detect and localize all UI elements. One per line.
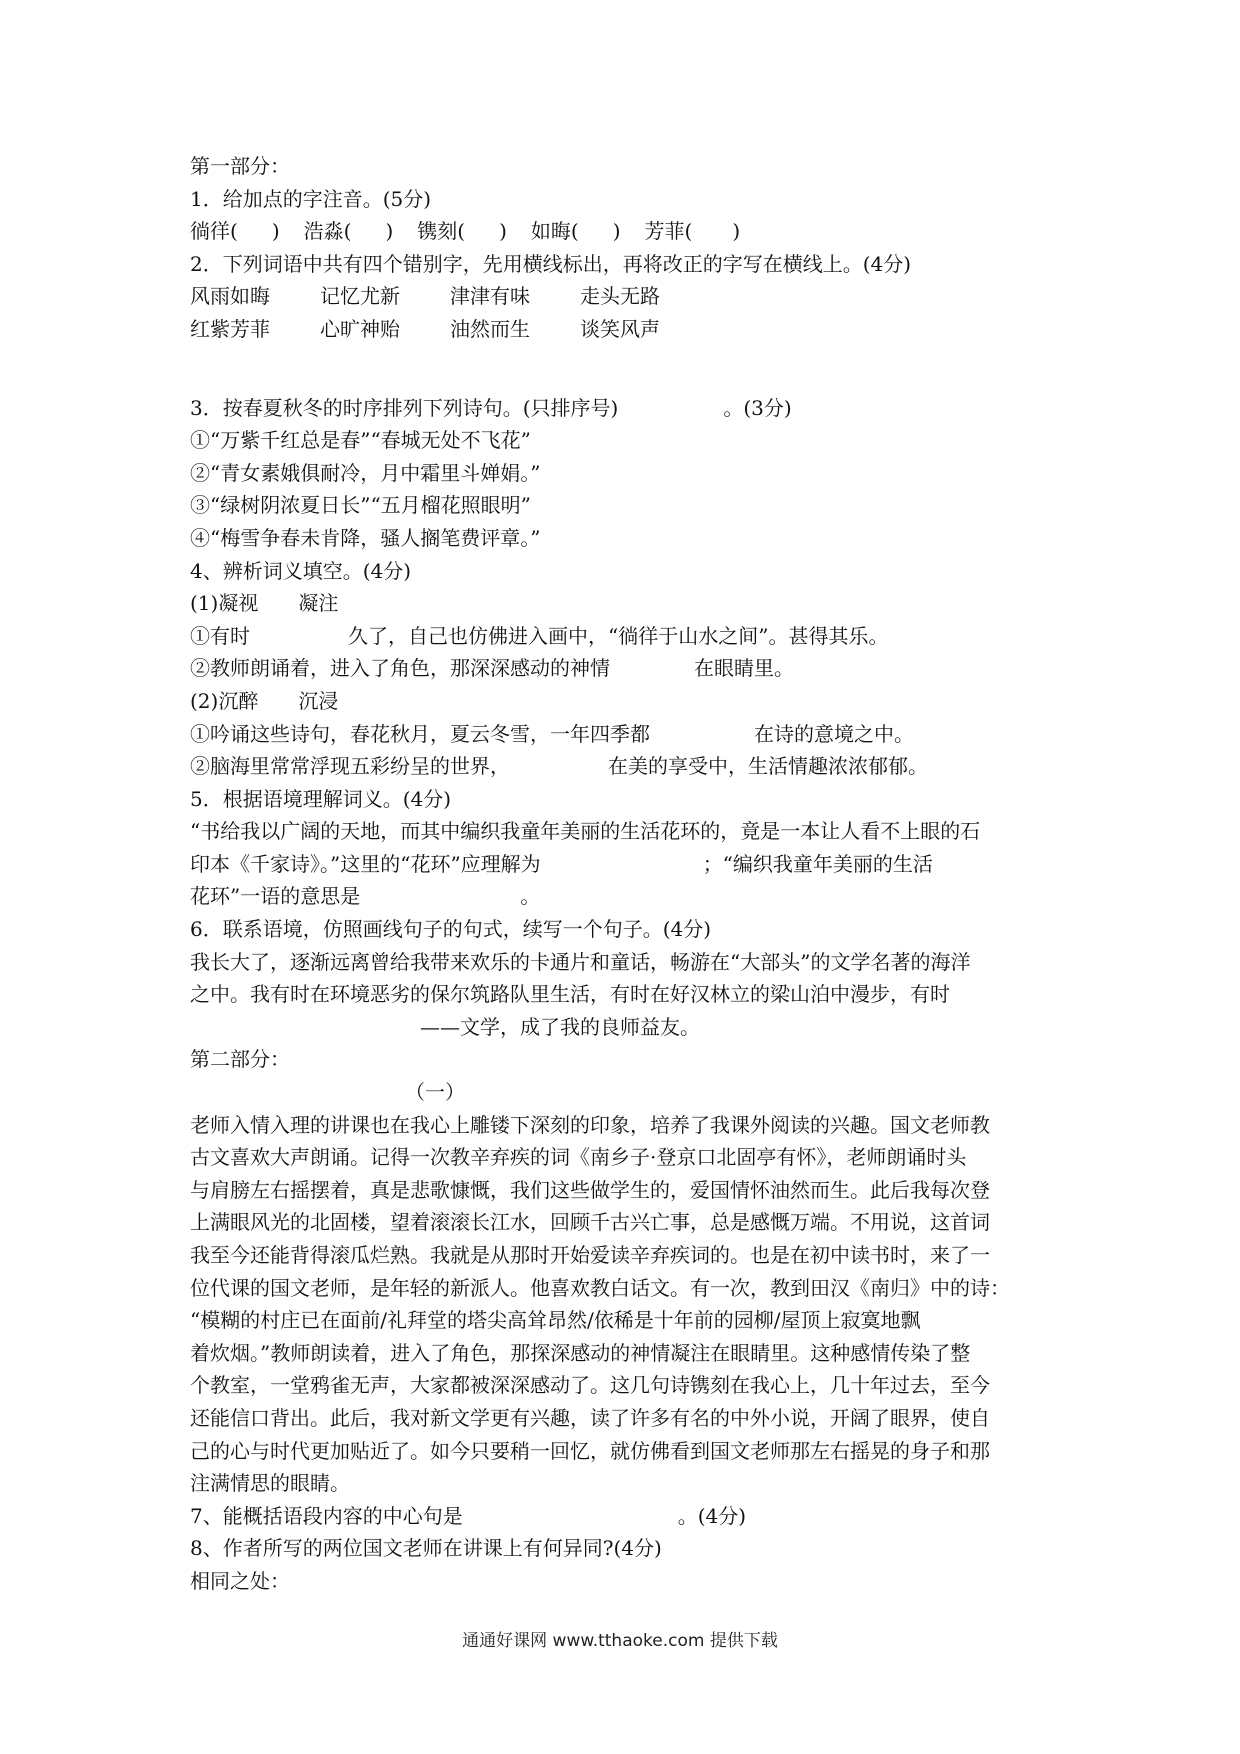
q2-word: 油然而生	[450, 316, 530, 341]
q2-word: 心旷神贻	[320, 316, 400, 341]
q3-item-4: ④“梅雪争春未肯降，骚人搁笔费评章。”	[190, 525, 541, 550]
passage-line: 己的心与时代更加贴近了。如今只要稍一回忆，就仿佛看到国文老师那左右摇晃的身子和那	[190, 1438, 990, 1463]
q6-title: 6．联系语境，仿照画线句子的句式，续写一个句子。(4分)	[190, 917, 712, 942]
q4-g1-sentence-1: ①有时 久了，自己也仿佛进入画中，“徜徉于山水之间”。甚得其乐。	[190, 623, 889, 648]
passage-line: 我至今还能背得滚瓜烂熟。我就是从那时开始爱读辛弃疾词的。也是在初中读书时，来了一	[190, 1243, 990, 1267]
q2-word: 记忆尤新	[320, 284, 400, 309]
q4-g2-sentence-2: ②脑海里常常浮现五彩纷呈的世界， 在美的享受中，生活情趣浓浓郁郁。	[190, 754, 928, 779]
q2-words-row-1	[190, 280, 1060, 313]
passage-line: 上满眼风光的北固楼，望着滚滚长江水，回顾千古兴亡事，总是感慨万端。不用说，这首词	[190, 1210, 990, 1235]
q2-word: 津津有味	[450, 284, 530, 309]
q6-line-2: 之中。我有时在环境恶劣的保尔筑路队里生活，有时在好汉林立的梁山泊中漫步，有时	[190, 982, 950, 1007]
footer-watermark: 通通好课网 www.tthaoke.com 提供下载	[462, 1631, 778, 1651]
q2-title: 2．下列词语中共有四个错别字，先用横线标出，再将改正的字写在横线上。(4分)	[190, 251, 912, 276]
q1-item-3: 镌刻(	[417, 219, 466, 244]
q8-same-label: 相同之处：	[190, 1568, 290, 1593]
q2-words-row-2	[190, 313, 1060, 346]
passage-line: 与肩膀左右摇摆着，真是悲歌慷慨，我们这些做学生的，爱国情怀油然而生。此后我每次登	[190, 1177, 990, 1202]
q5-title: 5．根据语境理解词义。(4分)	[190, 786, 452, 811]
passage-line: 位代课的国文老师，是年轻的新派人。他喜欢教白话文。有一次，教到田汉《南归》中的诗：	[190, 1275, 1010, 1300]
q2-word: 风雨如晦	[190, 284, 270, 309]
q1-items: 徜徉( ) 浩淼( ) 镌刻( ) 如晦( ) 芳菲( )	[190, 219, 741, 244]
q1-item-1: 徜徉(	[190, 219, 238, 244]
q7-title: 7、能概括语段内容的中心句是 。(4分)	[190, 1503, 747, 1528]
q2-word: 红紫芳菲	[190, 316, 270, 341]
q2-word: 谈笑风声	[580, 316, 660, 341]
q2-word: 走头无路	[580, 284, 660, 309]
q4-group-2-words: (2)沉醉 沉浸	[190, 688, 339, 713]
q4-title: 4、辨析词义填空。(4分)	[190, 558, 412, 583]
q3-item-3: ③“绿树阴浓夏日长”“五月榴花照眼明”	[190, 493, 531, 518]
q1-item-4: 如晦(	[530, 219, 579, 244]
q1-item-2: 浩淼(	[303, 219, 352, 244]
q6-line-3: ——文学，成了我的良师益友。	[420, 1014, 700, 1039]
passage-line: 个教室，一堂鸦雀无声，大家都被深深感动了。这几句诗镌刻在我心上，几十年过去，至今	[190, 1373, 990, 1398]
q3-title: 3．按春夏秋冬的时序排列下列诗句。(只排序号) 。(3分)	[190, 395, 792, 420]
q3-item-1: ①“万紫千红总是春”“春城无处不飞花”	[190, 428, 531, 453]
q1-title: 1．给加点的字注音。(5分)	[190, 186, 432, 211]
part2-heading: 第二部分：	[190, 1047, 290, 1072]
q5-line-1: “书给我以广阔的天地，而其中编织我童年美丽的生活花环的，竟是一本让人看不上眼的石	[190, 819, 981, 844]
q4-g2-sentence-1: ①吟诵这些诗句，春花秋月，夏云冬雪，一年四季都 在诗的意境之中。	[190, 721, 914, 746]
part1-heading: 第一部分：	[190, 154, 290, 178]
q3-item-2: ②“青女素娥俱耐冷，月中霜里斗婵娟。”	[190, 460, 541, 485]
q8-title: 8、作者所写的两位国文老师在讲课上有何异同?(4分)	[190, 1536, 662, 1561]
q1-item-5: 芳菲(	[644, 219, 693, 244]
q6-line-1: 我长大了，逐渐远离曾给我带来欢乐的卡通片和童话，畅游在“大部头”的文学名著的海洋	[190, 949, 971, 974]
passage-line: “模糊的村庄已在面前/礼拜堂的塔尖高耸昂然/依稀是十年前的园柳/屋顶上寂寞地飘	[190, 1308, 921, 1333]
passage-line: 古文喜欢大声朗诵。记得一次教辛弃疾的词《南乡子·登京口北固亭有怀》，老师朗诵时头	[190, 1145, 967, 1170]
passage-line: 着炊烟。”教师朗读着，进入了角色，那探深感动的神情凝注在眼睛里。这种感情传染了整	[190, 1340, 971, 1365]
q5-line-2: 印本《千家诗》。”这里的“花环”应理解为 ；“编织我童年美丽的生活	[190, 851, 933, 876]
section-title: （一）	[405, 1080, 465, 1105]
q4-group-1-words: (1)凝视 凝注	[190, 591, 339, 616]
passage-line: 还能信口背出。此后，我对新文学更有兴趣，读了许多有名的中外小说，开阔了眼界，使自	[190, 1405, 990, 1430]
q4-g1-sentence-2: ②教师朗诵着，进入了角色，那深深感动的神情 在眼睛里。	[190, 656, 794, 681]
exam-page	[190, 150, 1060, 1598]
q5-line-3: 花环”一语的意思是 。	[190, 884, 541, 909]
passage-line: 老师入情入理的讲课也在我心上雕镂下深刻的印象，培养了我课外阅读的兴趣。国文老师教	[190, 1112, 990, 1137]
passage-line: 注满情思的眼睛。	[190, 1471, 350, 1496]
